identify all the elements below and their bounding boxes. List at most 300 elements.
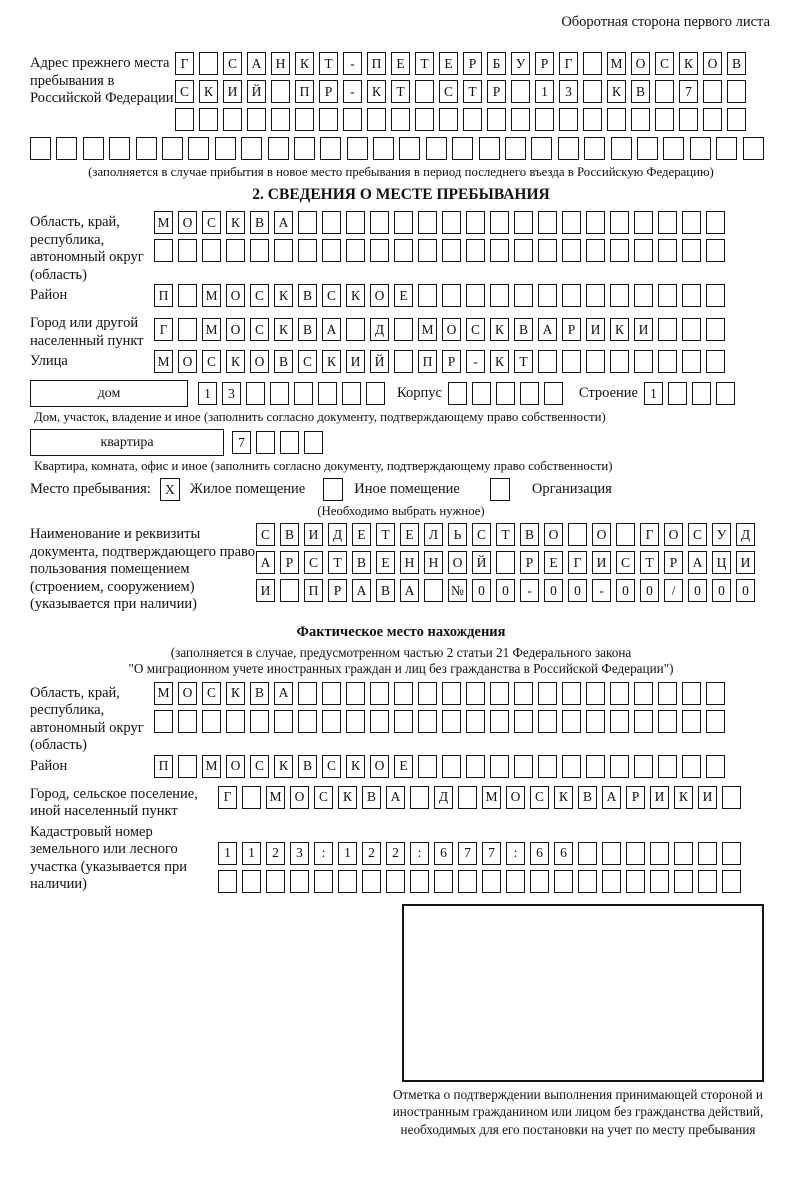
stay-type-checkbox-inoe: [323, 478, 343, 501]
char-cell: К: [490, 318, 509, 341]
char-cell: [394, 239, 413, 262]
char-cell: М: [202, 318, 221, 341]
char-cell: О: [226, 284, 245, 307]
char-cell: 1: [535, 80, 554, 103]
char-cell: [434, 870, 453, 893]
char-cell: [346, 710, 365, 733]
char-cell: [280, 579, 299, 602]
char-cell: О: [178, 350, 197, 373]
char-cell: [538, 710, 557, 733]
char-cell: В: [280, 523, 299, 546]
char-cell: 0: [544, 579, 563, 602]
char-cell: [347, 137, 368, 160]
char-cell: И: [650, 786, 669, 809]
char-cell: [583, 108, 602, 131]
char-cell: [637, 137, 658, 160]
char-row: [175, 80, 772, 103]
korpus-label: Корпус: [397, 385, 442, 401]
char-cell: -: [466, 350, 485, 373]
char-cell: [370, 239, 389, 262]
char-cell: [346, 239, 365, 262]
char-cell: [322, 710, 341, 733]
char-cell: [514, 710, 533, 733]
char-cell: [418, 710, 437, 733]
actual-city-label: Город, сельское поселение, иной населенный пункт: [30, 785, 198, 819]
actual-oblast-field: [30, 682, 772, 755]
char-cell: Е: [544, 551, 563, 574]
char-row: [154, 710, 772, 733]
char-row: [154, 239, 772, 262]
char-cell: [394, 350, 413, 373]
char-cell: [294, 137, 315, 160]
char-cell: [530, 870, 549, 893]
char-cell: [535, 108, 554, 131]
char-cell: [490, 755, 509, 778]
house-cells: [198, 382, 385, 405]
char-cell: [370, 710, 389, 733]
char-cell: М: [607, 52, 626, 75]
char-cell: А: [247, 52, 266, 75]
rayon-field: [30, 284, 772, 312]
actual-city-field: [30, 783, 772, 821]
char-cell: [298, 682, 317, 705]
char-cell: [531, 137, 552, 160]
stamp-box: [402, 904, 764, 1082]
char-cell: [706, 318, 725, 341]
char-cell: 3: [559, 80, 578, 103]
char-cell: [418, 239, 437, 262]
char-cell: №: [448, 579, 467, 602]
char-cell: У: [712, 523, 731, 546]
char-cell: О: [631, 52, 650, 75]
char-cell: [391, 108, 410, 131]
char-cell: [682, 710, 701, 733]
char-cell: В: [631, 80, 650, 103]
char-cell: [490, 710, 509, 733]
char-cell: -: [343, 52, 362, 75]
char-cell: Г: [640, 523, 659, 546]
char-cell: С: [472, 523, 491, 546]
char-cell: [658, 239, 677, 262]
char-cell: [367, 108, 386, 131]
char-cell: [578, 870, 597, 893]
char-cell: [178, 710, 197, 733]
char-cell: [505, 137, 526, 160]
char-cell: [658, 682, 677, 705]
char-cell: 7: [232, 431, 251, 454]
char-cell: И: [736, 551, 755, 574]
char-cell: [487, 108, 506, 131]
char-cell: Р: [319, 80, 338, 103]
char-cell: [218, 870, 237, 893]
char-cell: [496, 382, 515, 405]
stay-type-line: [30, 478, 772, 501]
char-cell: [586, 284, 605, 307]
char-cell: М: [202, 284, 221, 307]
char-row: [218, 786, 772, 809]
char-cell: [202, 239, 221, 262]
char-cell: [610, 239, 629, 262]
char-cell: К: [674, 786, 693, 809]
char-cell: [458, 786, 477, 809]
char-cell: [394, 211, 413, 234]
char-cell: С: [175, 80, 194, 103]
char-cell: К: [226, 682, 245, 705]
char-cell: А: [688, 551, 707, 574]
char-row: [154, 682, 772, 705]
char-cell: [538, 350, 557, 373]
char-row: [154, 755, 772, 778]
char-cell: [692, 382, 711, 405]
char-cell: [154, 239, 173, 262]
char-cell: О: [178, 211, 197, 234]
char-cell: В: [298, 284, 317, 307]
char-cell: 6: [530, 842, 549, 865]
char-cell: П: [304, 579, 323, 602]
char-cell: [682, 211, 701, 234]
char-row: [154, 350, 772, 373]
char-cell: И: [256, 579, 275, 602]
char-cell: [226, 710, 245, 733]
char-cell: [452, 137, 473, 160]
char-cell: [136, 137, 157, 160]
actual-rayon-label: Район: [30, 757, 68, 774]
char-cell: [418, 284, 437, 307]
char-cell: [178, 318, 197, 341]
char-cell: А: [386, 786, 405, 809]
char-cell: [458, 870, 477, 893]
char-cell: Т: [328, 551, 347, 574]
char-cell: Р: [463, 52, 482, 75]
char-cell: [602, 870, 621, 893]
char-cell: [538, 755, 557, 778]
stay-type-checkbox-org: [490, 478, 510, 501]
char-cell: [722, 842, 741, 865]
char-cell: [538, 239, 557, 262]
char-cell: С: [466, 318, 485, 341]
char-cell: [520, 382, 539, 405]
char-cell: [338, 870, 357, 893]
char-cell: Т: [514, 350, 533, 373]
char-cell: /: [664, 579, 683, 602]
char-cell: [511, 80, 530, 103]
char-cell: 7: [482, 842, 501, 865]
char-cell: Е: [394, 284, 413, 307]
actual-location-title: Фактическое место нахождения: [296, 623, 506, 640]
char-cell: К: [554, 786, 573, 809]
actual-location-caption-1: (заполняется в случае, предусмотренном частью 2 статьи 21 Федерального закона: [170, 644, 632, 660]
flat-cells: [232, 431, 323, 454]
char-cell: [490, 239, 509, 262]
char-cell: [610, 710, 629, 733]
char-cell: [634, 284, 653, 307]
char-cell: П: [154, 755, 173, 778]
char-row: [154, 318, 772, 341]
char-cell: [319, 108, 338, 131]
char-cell: [266, 870, 285, 893]
flat-box: квартира: [30, 429, 224, 456]
char-cell: [706, 350, 725, 373]
doc-field: [30, 523, 772, 614]
char-cell: Р: [280, 551, 299, 574]
char-cell: С: [322, 284, 341, 307]
street-label: Улица: [30, 353, 68, 369]
char-cell: [658, 318, 677, 341]
char-cell: [658, 284, 677, 307]
char-cell: [490, 682, 509, 705]
char-cell: И: [634, 318, 653, 341]
char-cell: М: [202, 755, 221, 778]
stroenie-label: Строение: [578, 385, 638, 401]
char-cell: [346, 318, 365, 341]
char-cell: Н: [400, 551, 419, 574]
house-line: [30, 380, 772, 407]
stay-type-option-org: Организация: [531, 481, 612, 497]
char-cell: О: [592, 523, 611, 546]
char-cell: 0: [736, 579, 755, 602]
cadastre-label: Кадастровый номер земельного или лесного участка (указывается при наличии): [30, 823, 187, 892]
actual-oblast-rows: [154, 682, 772, 738]
char-cell: 2: [266, 842, 285, 865]
char-row: [218, 870, 772, 893]
char-cell: [562, 682, 581, 705]
char-cell: [271, 108, 290, 131]
char-cell: О: [250, 350, 269, 373]
char-cell: [466, 284, 485, 307]
char-cell: [716, 137, 737, 160]
char-cell: [320, 137, 341, 160]
char-cell: [706, 710, 725, 733]
char-cell: П: [154, 284, 173, 307]
char-cell: [634, 710, 653, 733]
house-caption: Дом, участок, владение и иное (заполнить согласно документу, подтверждающему право собственности): [34, 410, 606, 424]
oblast-rows: [154, 211, 772, 267]
stay-type-option-zhiloe: Жилое помещение: [189, 481, 306, 497]
char-cell: Б: [487, 52, 506, 75]
actual-location-caption-2: "О миграционном учете иностранных граждан и лиц без гражданства в Российской Федерации"): [128, 660, 674, 676]
char-cell: [399, 137, 420, 160]
char-cell: [415, 108, 434, 131]
char-cell: [188, 137, 209, 160]
char-cell: [674, 842, 693, 865]
char-cell: [410, 870, 429, 893]
char-cell: 6: [554, 842, 573, 865]
char-cell: [538, 284, 557, 307]
char-cell: Р: [664, 551, 683, 574]
stay-type-option-inoe: Иное помещение: [354, 481, 460, 497]
char-cell: А: [352, 579, 371, 602]
char-cell: [442, 284, 461, 307]
char-cell: К: [274, 284, 293, 307]
char-cell: 1: [338, 842, 357, 865]
prev-address-block: [30, 52, 772, 136]
char-cell: К: [338, 786, 357, 809]
char-cell: О: [544, 523, 563, 546]
char-cell: О: [703, 52, 722, 75]
char-cell: С: [314, 786, 333, 809]
char-cell: [202, 710, 221, 733]
header-note: Оборотная сторона первого листа: [561, 14, 770, 30]
char-cell: [682, 682, 701, 705]
char-cell: В: [274, 350, 293, 373]
char-row-full-width: [30, 137, 772, 160]
char-cell: [514, 284, 533, 307]
korpus-cells: [448, 382, 563, 405]
char-cell: -: [520, 579, 539, 602]
char-cell: [418, 682, 437, 705]
char-cell: [626, 870, 645, 893]
char-cell: В: [298, 318, 317, 341]
char-cell: [466, 755, 485, 778]
stroenie-cells: [644, 382, 735, 405]
char-cell: 0: [640, 579, 659, 602]
char-cell: [178, 284, 197, 307]
oblast-label: Область, край, республика, автономный округ (область): [30, 214, 144, 283]
char-cell: В: [578, 786, 597, 809]
char-cell: [586, 755, 605, 778]
char-cell: 7: [458, 842, 477, 865]
char-cell: [426, 137, 447, 160]
oblast-field: [30, 211, 772, 284]
char-cell: К: [367, 80, 386, 103]
char-cell: С: [250, 755, 269, 778]
char-cell: М: [154, 211, 173, 234]
char-cell: К: [199, 80, 218, 103]
char-cell: [370, 211, 389, 234]
char-cell: И: [223, 80, 242, 103]
char-cell: Т: [376, 523, 395, 546]
char-cell: М: [154, 350, 173, 373]
char-cell: С: [616, 551, 635, 574]
char-cell: Р: [442, 350, 461, 373]
char-cell: О: [442, 318, 461, 341]
char-cell: [698, 870, 717, 893]
char-cell: [668, 382, 687, 405]
char-cell: С: [655, 52, 674, 75]
rayon-label: Район: [30, 287, 68, 303]
stay-type-caption: (Необходимо выбрать нужное): [317, 504, 485, 518]
char-cell: [631, 108, 650, 131]
char-cell: [655, 80, 674, 103]
prev-address-rows: [175, 52, 772, 136]
char-cell: О: [178, 682, 197, 705]
char-cell: М: [154, 682, 173, 705]
char-cell: И: [304, 523, 323, 546]
char-cell: 7: [679, 80, 698, 103]
char-row: [256, 579, 772, 602]
char-cell: О: [506, 786, 525, 809]
street-field: [30, 350, 772, 378]
char-cell: С: [304, 551, 323, 574]
char-cell: С: [250, 318, 269, 341]
char-cell: [703, 80, 722, 103]
char-cell: [663, 137, 684, 160]
char-row: [175, 52, 772, 75]
char-cell: И: [346, 350, 365, 373]
char-cell: А: [322, 318, 341, 341]
cadastre-rows: [218, 821, 772, 898]
char-cell: М: [418, 318, 437, 341]
char-cell: [56, 137, 77, 160]
char-cell: :: [410, 842, 429, 865]
char-cell: [246, 382, 265, 405]
char-cell: Д: [434, 786, 453, 809]
char-cell: [558, 137, 579, 160]
char-cell: [482, 870, 501, 893]
char-cell: П: [367, 52, 386, 75]
char-cell: [698, 842, 717, 865]
char-cell: [716, 382, 735, 405]
char-cell: А: [256, 551, 275, 574]
char-cell: [538, 211, 557, 234]
char-cell: [514, 682, 533, 705]
char-cell: [342, 382, 361, 405]
char-cell: [298, 211, 317, 234]
char-cell: [442, 755, 461, 778]
char-cell: [290, 870, 309, 893]
char-cell: А: [274, 682, 293, 705]
char-cell: Г: [218, 786, 237, 809]
char-cell: [568, 523, 587, 546]
char-cell: [175, 108, 194, 131]
char-cell: 0: [616, 579, 635, 602]
char-cell: [199, 108, 218, 131]
char-cell: [199, 52, 218, 75]
char-cell: [586, 682, 605, 705]
char-cell: М: [482, 786, 501, 809]
char-cell: [562, 755, 581, 778]
char-cell: Р: [562, 318, 581, 341]
char-cell: О: [226, 755, 245, 778]
char-cell: [658, 755, 677, 778]
char-cell: С: [250, 284, 269, 307]
char-cell: [295, 108, 314, 131]
char-cell: К: [607, 80, 626, 103]
char-cell: [466, 682, 485, 705]
char-cell: [466, 211, 485, 234]
char-cell: С: [530, 786, 549, 809]
char-cell: 6: [434, 842, 453, 865]
char-cell: [314, 870, 333, 893]
char-cell: С: [202, 350, 221, 373]
char-cell: [418, 755, 437, 778]
char-cell: Т: [319, 52, 338, 75]
char-cell: [268, 137, 289, 160]
char-cell: [682, 755, 701, 778]
actual-oblast-label: Область, край, республика, автономный округ (область): [30, 684, 144, 753]
char-cell: :: [506, 842, 525, 865]
char-cell: [674, 870, 693, 893]
char-cell: Р: [487, 80, 506, 103]
char-cell: [610, 284, 629, 307]
char-cell: [250, 710, 269, 733]
char-cell: [466, 710, 485, 733]
char-cell: [442, 682, 461, 705]
char-cell: С: [202, 682, 221, 705]
char-cell: К: [490, 350, 509, 373]
actual-rayon-field: [30, 755, 772, 783]
char-cell: Н: [424, 551, 443, 574]
char-cell: [223, 108, 242, 131]
char-cell: Л: [424, 523, 443, 546]
char-cell: Н: [271, 52, 290, 75]
char-cell: В: [352, 551, 371, 574]
char-cell: К: [346, 284, 365, 307]
char-row: [256, 523, 772, 546]
char-cell: [634, 755, 653, 778]
char-cell: А: [274, 211, 293, 234]
char-cell: [242, 870, 261, 893]
